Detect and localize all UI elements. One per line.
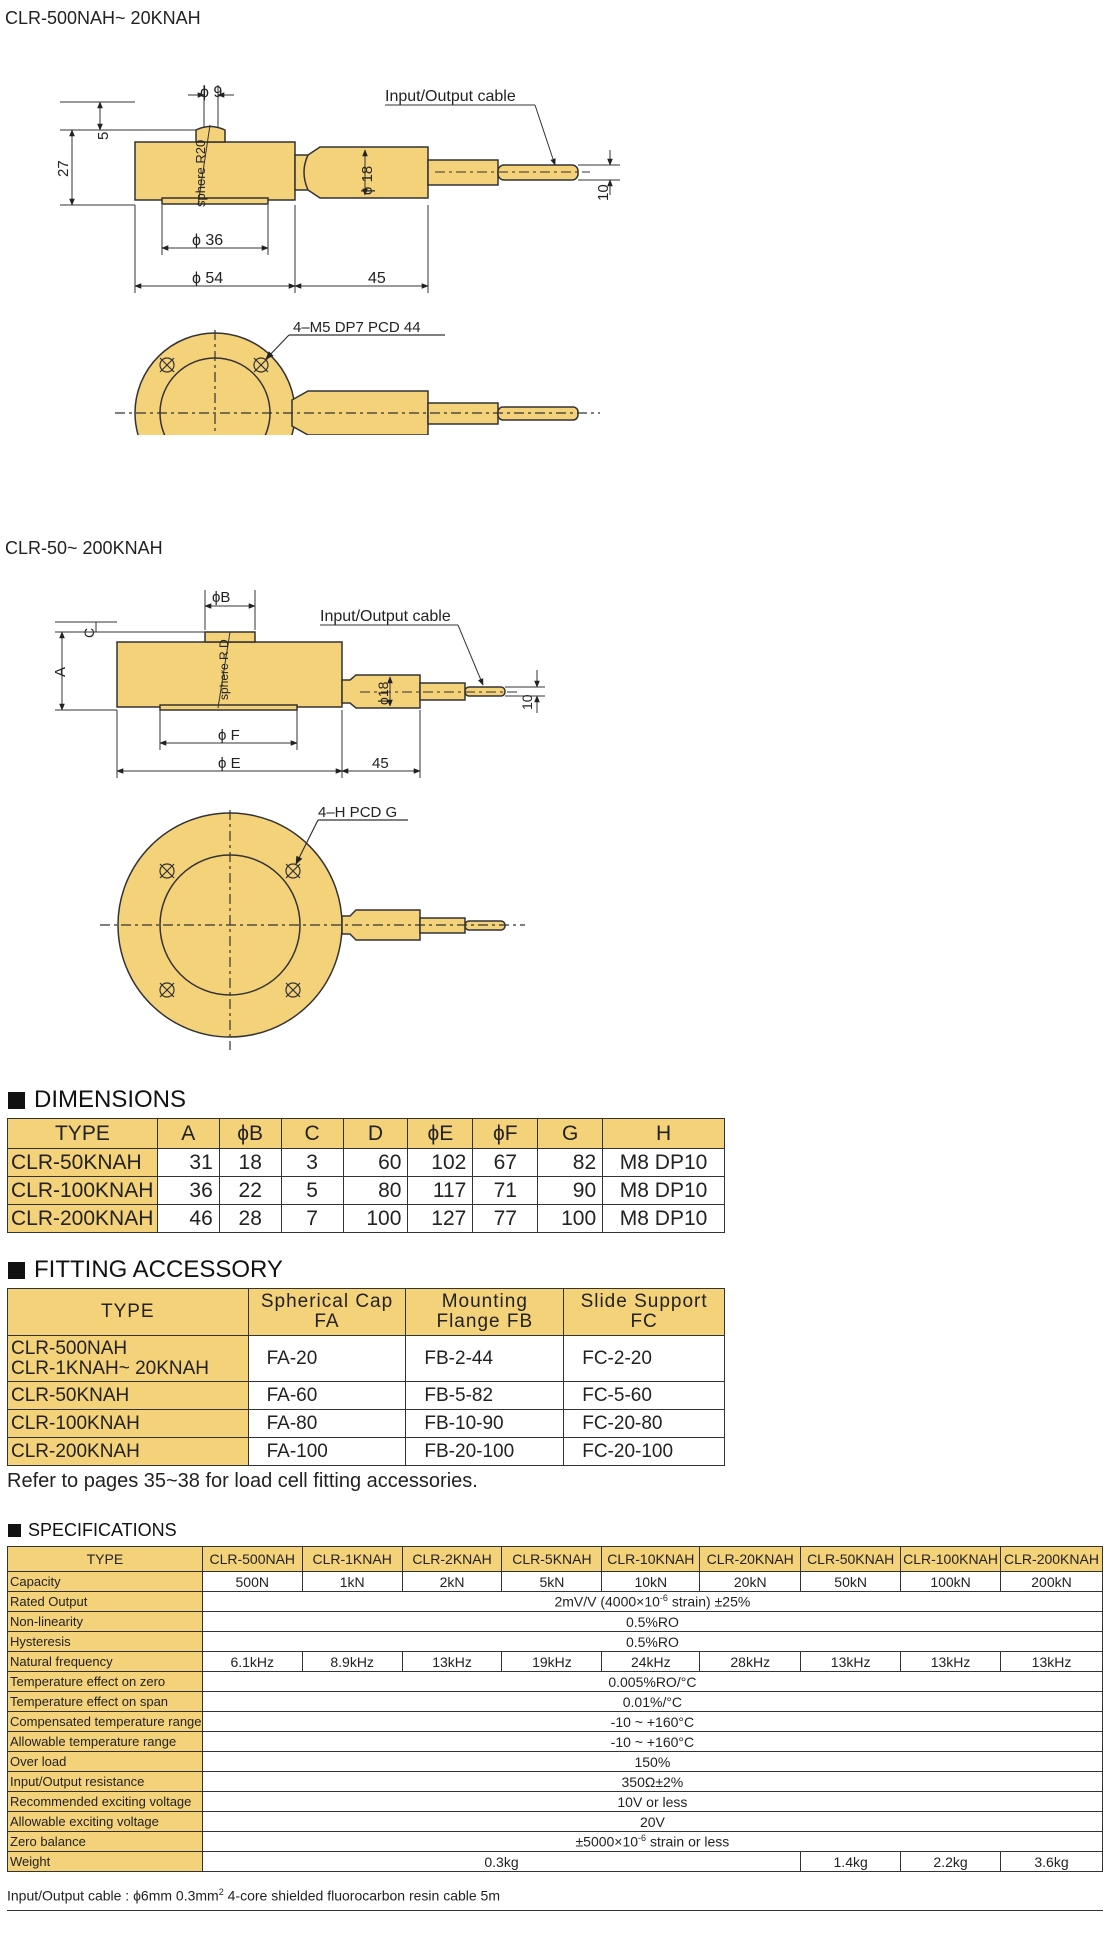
table-row: Recommended exciting voltage 10V or less (8, 1792, 1103, 1812)
table-row: Weight 0.3kg 1.4kg 2.2kg 3.6kg (8, 1852, 1103, 1872)
label-A: A (52, 666, 69, 677)
top-view-1 (135, 333, 578, 435)
table-row: CLR-200KNAH 46 28 7 100 127 77 100 M8 DP10 (8, 1205, 725, 1233)
label-C: C (81, 627, 97, 638)
table-row: Allowable exciting voltage 20V (8, 1812, 1103, 1832)
table-row: Temperature effect on span 0.01%/°C (8, 1692, 1103, 1712)
side-view-2 (117, 632, 505, 710)
label-phiB: ϕB (212, 589, 231, 606)
table-row: Rated Output 2mV/V ($4000\times 10^{-6}$ strain) ±25% (8, 1592, 1103, 1612)
specifications-heading: SPECIFICATIONS (8, 1520, 177, 1541)
label-sphere-r20: sphere R20 (193, 139, 208, 207)
bottom-rule (7, 1910, 1103, 1911)
drawing2 (0, 580, 560, 1060)
table-row: CLR-50KNAH FA-60 FB-5-82 FC-5-60 (8, 1382, 725, 1410)
label-holes-2: 4–H PCD G (318, 804, 398, 821)
fitting-note: Refer to pages 35~38 for load cell fitting accessories. (7, 1470, 478, 1492)
drawing1-title: CLR-500NAH~ 20KNAH (5, 8, 201, 28)
label-phi9: ϕ 9 (200, 84, 223, 101)
table-row: Capacity 500N 1kN 2kN 5kN 10kN 20kN 50kN 100kN 200kN (8, 1572, 1103, 1592)
fitting-heading: FITTING ACCESSORY (8, 1256, 283, 1284)
label-dim45-2: 45 (372, 755, 389, 772)
dimensions-header-row: TYPE A ϕB C D ϕE ϕF G H (8, 1119, 725, 1149)
table-row: CLR-500NAH CLR-1KNAH~ 20KNAH FA-20 FB-2-44 FC-2-20 (8, 1336, 725, 1382)
table-row: Compensated temperature range -10 ~ +160°C (8, 1712, 1103, 1732)
drawing2-title: CLR-50~ 200KNAH (5, 538, 163, 558)
label-dim27: 27 (55, 160, 72, 177)
table-row: CLR-200KNAH FA-100 FB-20-100 FC-20-100 (8, 1438, 725, 1466)
table-row: Allowable temperature range -10 ~ +160°C (8, 1732, 1103, 1752)
fitting-header-row: TYPE Spherical Cap FA Mounting Flange FB Slide Support FC (8, 1289, 725, 1336)
label-dim10-2: 10 (519, 694, 535, 710)
spec-header-row: TYPE CLR-500NAH CLR-1KNAH CLR-2KNAH CLR-5KNAH CLR-10KNAH CLR-20KNAH CLR-50KNAH CLR-100KNAH CLR-200KNAH (8, 1547, 1103, 1572)
label-phiE: ϕ E (218, 755, 241, 772)
dimensions-heading: DIMENSIONS (8, 1086, 186, 1114)
fitting-table (7, 1288, 725, 1466)
table-row: CLR-50KNAH 31 18 3 60 102 67 82 M8 DP10 (8, 1149, 725, 1177)
label-dim5: 5 (95, 131, 112, 140)
table-row: CLR-100KNAH FA-80 FB-10-90 FC-20-80 (8, 1410, 725, 1438)
table-row: Hysteresis 0.5%RO (8, 1632, 1103, 1652)
label-phi18-2: ϕ18 (375, 681, 391, 705)
table-row: Input/Output resistance 350Ω±2% (8, 1772, 1103, 1792)
table-row: Over load 150% (8, 1752, 1103, 1772)
label-sphere-rd: sphere R D (217, 639, 231, 700)
label-cable-2: Input/Output cable (320, 608, 451, 625)
label-cable-1: Input/Output cable (385, 88, 516, 105)
table-row: Natural frequency 6.1kHz 8.9kHz 13kHz 19kHz 24kHz 28kHz 13kHz 13kHz 13kHz (8, 1652, 1103, 1672)
cable-note: Input/Output cable : ϕ6mm $0.3mm^2$ 4-core shielded fluorocarbon resin cable 5m (7, 1887, 500, 1904)
dimensions-table (7, 1118, 725, 1233)
drawing1 (0, 55, 620, 435)
label-phi18-1: ϕ 18 (359, 165, 376, 195)
label-holes-1: 4–M5 DP7 PCD 44 (293, 319, 421, 336)
table-row: Temperature effect on zero 0.005%RO/°C (8, 1672, 1103, 1692)
label-dim10-1: 10 (595, 184, 612, 201)
label-phi54: ϕ 54 (192, 270, 224, 287)
label-dim45-1: 45 (368, 270, 386, 287)
table-row: Zero balance $\pm 5000\times 10^{-6}$ strain or less (8, 1832, 1103, 1852)
table-row: Non-linearity 0.5%RO (8, 1612, 1103, 1632)
label-phiF: ϕ F (218, 727, 240, 744)
table-row: CLR-100KNAH 36 22 5 80 117 71 90 M8 DP10 (8, 1177, 725, 1205)
specifications-table (7, 1546, 1103, 1872)
label-phi36: ϕ 36 (192, 232, 224, 249)
